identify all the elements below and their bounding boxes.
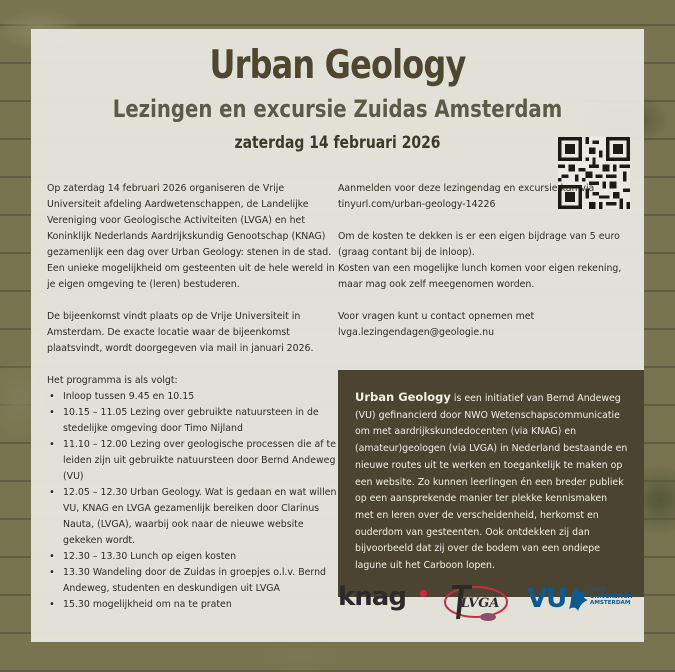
program-item: • Inloop tussen 9.45 en 10.15 — [47, 389, 337, 405]
vu-wordmark-line: VRIJE — [590, 587, 607, 593]
event-date: zaterdag 14 februari 2026 — [234, 133, 441, 153]
program-item: • 15.30 mogelijkheid om na te praten — [47, 597, 337, 613]
info-box-text: is een initiatief van Bernd Andeweg (VU) gefinancierd door NWO Wetenschapscommunicatie om met aardrijkskundedocenten (via KNAG) en (amateur)geologen (via LVGA) in Nederland bestaande en nieuwe routes uit te werken en toegankelijk te maken op een website. Zo kunnen leerlingen én een breder publiek op een aansprekende manier ter plekke kennismaken met en leren over de verscheidenheid, herkomst en ouderdom van gesteenten. Ook ontdekken zij dan bijvoorbeeld dat zij over de bodem van een ondiepe lagune uit het Carboon lopen. — [355, 393, 628, 572]
poster-panel — [31, 29, 644, 642]
program-item: • 12.30 – 13.30 Lunch op eigen kosten — [47, 549, 337, 565]
program-item: • 10.15 – 11.05 Lezing over gebruikte natuursteen in de stedelijke omgeving door Timo Nijland — [47, 405, 337, 437]
knag-accent-dot — [420, 590, 427, 597]
registration-text: Aanmelden voor deze lezingendag en excursie kan via tinyurl.com/urban-geology-14226 — [338, 183, 595, 210]
contact-email[interactable]: lvga.lezingendagen@geologie.nu — [338, 327, 495, 338]
vu-wordmark-line: UNIVERSITEIT — [590, 593, 634, 600]
page-subtitle: Lezingen en excursie Zuidas Amsterdam — [112, 95, 563, 123]
program-item: • 12.05 – 12.30 Urban Geology. Wat is gedaan en wat willen VU, KNAG en LVGA gezamenlijk bereiken door Clarinus Nauta, (LVGA), waarbij ook naar de nieuwe website gekeken wordt. — [47, 485, 337, 549]
info-box-title: Urban Geology — [355, 390, 451, 404]
right-column — [338, 181, 628, 341]
contact-text: Voor vragen kunt u contact opnemen met — [338, 311, 535, 322]
lunch-text: Kosten van een mogelijke lunch komen voor eigen rekening, maar mag ook zelf meegenomen worden. — [338, 263, 622, 290]
page-title: Urban Geology — [209, 43, 466, 88]
lvga-hammer-icon[interactable] — [442, 579, 510, 623]
info-box — [338, 370, 644, 597]
vu-logo-wordmark — [590, 587, 640, 607]
program-list — [47, 389, 337, 613]
left-column — [47, 181, 337, 613]
program-heading: Het programma is als volgt: — [47, 375, 178, 386]
intro-paragraph: Op zaterdag 14 februari 2026 organiseren de Vrije Universiteit afdeling Aardwetenschappen, de Landelijke Vereniging voor Geologische Activiteiten (LVGA) en het Koninklijk Nederlands Aardrijkskundig Genootschap (KNAG) gezamenlijk een dag over Urban Geology: stenen in de stad. Een unieke mogelijkheid om gesteenten uit de hele wereld in je eigen omgeving te (leren) bestuderen. — [47, 183, 335, 290]
vu-logo[interactable]: VU — [527, 584, 567, 614]
program-item: • 11.10 – 12.00 Lezing over geologische processen die af te leiden zijn uit gebruikte natuursteen door Bernd Andeweg (VU) — [47, 437, 337, 485]
program-item: • 13.30 Wandeling door de Zuidas in groepjes o.l.v. Bernd Andeweg, studenten en deskundigen uit LVGA — [47, 565, 337, 597]
vu-wordmark-line: AMSTERDAM — [590, 600, 631, 607]
costs-text: Om de kosten te dekken is er een eigen bijdrage van 5 euro (graag contant bij de inloop). — [338, 231, 620, 258]
partner-logos — [338, 577, 644, 627]
vu-griffin-icon — [566, 583, 590, 613]
knag-logo[interactable]: knag — [338, 582, 406, 612]
location-paragraph: De bijeenkomst vindt plaats op de Vrije Universiteit in Amsterdam. De exacte locatie waar de bijeenkomst plaatsvindt, wordt doorgegeven via mail in januari 2026. — [47, 311, 314, 354]
lvga-logo-text: LVGA — [460, 596, 500, 611]
